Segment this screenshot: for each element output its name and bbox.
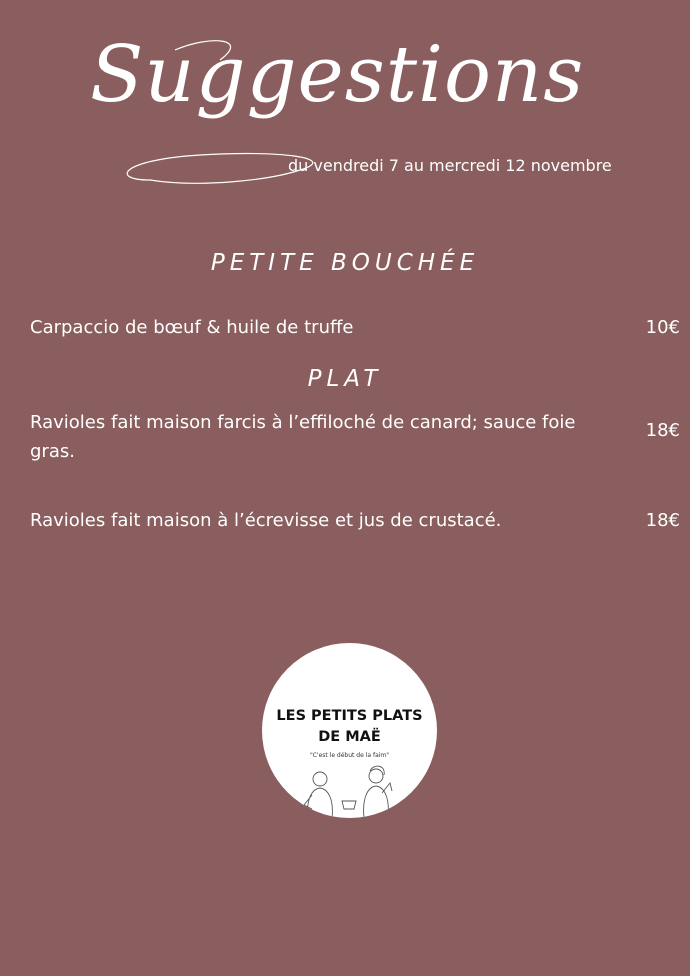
menu-title: Suggestions: [90, 30, 585, 120]
section-title-plat: PLAT: [307, 366, 383, 392]
logo-name-line2: DE MAË: [318, 729, 381, 745]
menu-item-name: Carpaccio de bœuf & huile de truffe: [30, 317, 354, 338]
logo-name-line1: LES PETITS PLATS: [276, 708, 423, 724]
menu-item-name: Ravioles fait maison à l’écrevisse et jus de crustacé.: [30, 510, 502, 531]
menu-item-price: 10€: [645, 317, 680, 338]
restaurant-logo: [262, 643, 437, 818]
section-title-petite-bouchee: PETITE BOUCHÉE: [210, 250, 480, 276]
menu-item-price: 18€: [645, 510, 680, 531]
logo-tagline: "C'est le début de la faim": [309, 752, 390, 759]
menu-item-name: Ravioles fait maison farcis à l’effiloché de canard; sauce foie gras.: [30, 412, 576, 462]
menu-date-range: du vendredi 7 au mercredi 12 novembre: [288, 156, 612, 175]
logo-illustration-icon: [292, 761, 407, 818]
menu-item-price: 18€: [645, 420, 680, 441]
